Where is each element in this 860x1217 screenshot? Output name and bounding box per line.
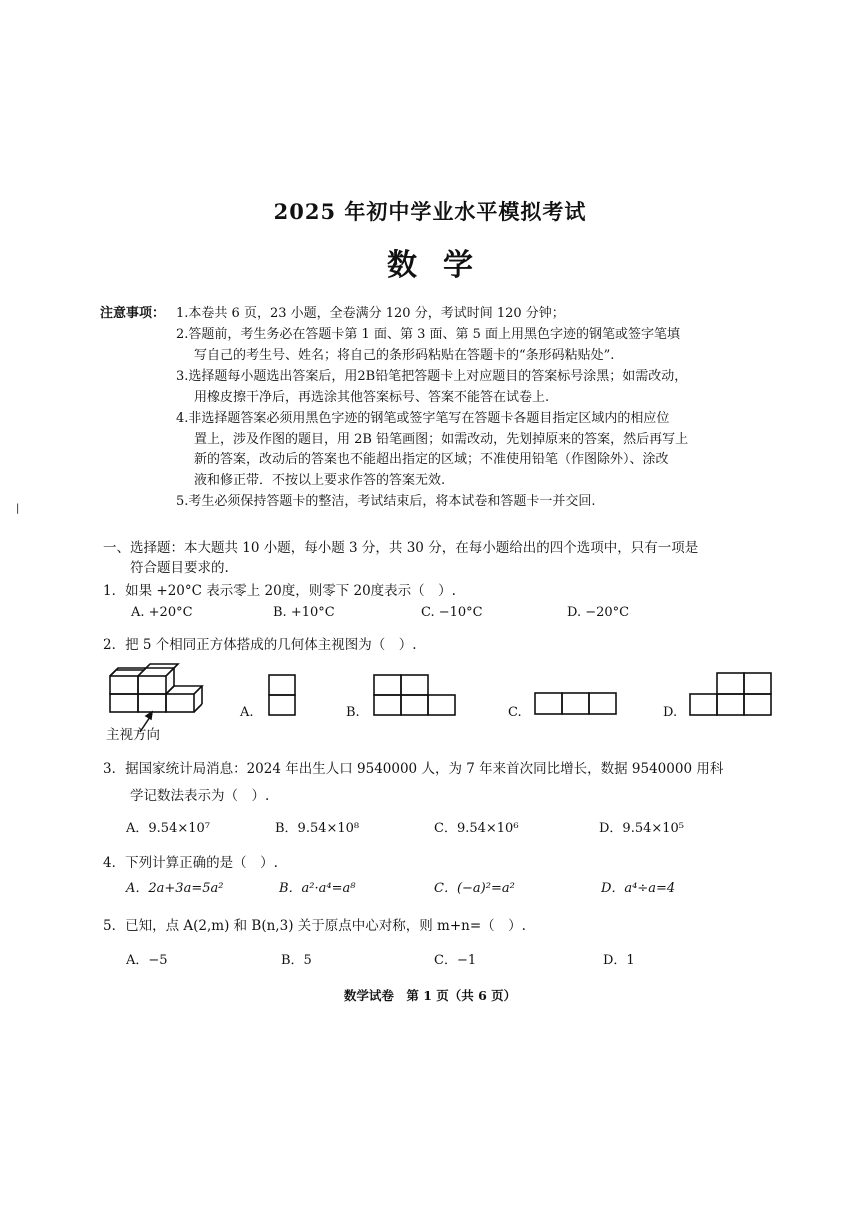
note-line: 1.本卷共 6 页，23 小题，全卷满分 120 分，考试时间 120 分钟； [176,306,565,321]
question-5-option-c: C．−1 [434,953,477,968]
question-3-stem: 3．据国家统计局消息：2024 年出生人口 9540000 人，为 7 年来首次同比增长，数据 9540000 用科 [103,761,724,777]
question-5-option-a: A．−5 [126,953,168,968]
note-line: 3.选择题每小题选出答案后，用2B铅笔把答题卡上对应题目的答案标号涂黑；如需改动， [176,369,688,384]
notes-label: 注意事项： [100,306,166,321]
question-1-option-b: B. +10°C [273,605,335,620]
question-4-stem: 4．下列计算正确的是（ ）. [103,855,278,871]
cube-solid-figure [104,656,214,720]
option-c-view [534,692,618,716]
question-1-option-c: C. −10°C [421,605,483,620]
section-heading-cont: 符合题目要求的. [130,560,229,576]
option-d-view [689,672,773,716]
question-3-stem-cont: 学记数法表示为（ ）. [130,788,270,804]
subject-title: 数学 [387,248,499,283]
option-b-view [373,674,457,716]
question-2-label-b: B. [346,705,360,720]
note-line: 液和修正带．不按以上要求作答的答案无效. [194,473,446,488]
question-5-stem: 5．已知，点 A(2,m) 和 B(n,3) 关于原点中心对称，则 m+n=（ ）. [103,918,526,934]
question-2-label-d: D. [663,705,678,720]
view-direction-caption: 主视方向 [106,727,160,743]
question-1-option-d: D. −20°C [567,605,630,620]
section-heading: 一、选择题：本大题共 10 小题，每小题 3 分，共 30 分，在每小题给出的四个选项中，只有一项是 [103,540,699,556]
question-4-option-c: C．(−a)²=a² [434,881,515,896]
question-3-option-d: D．9.54×10⁵ [599,821,685,836]
question-3-option-c: C．9.54×10⁶ [434,821,519,836]
question-5-option-d: D．1 [603,953,635,968]
question-2-label-a: A. [240,705,254,720]
note-line: 5.考生必须保持答题卡的整洁，考试结束后，将本试卷和答题卡一并交回. [176,494,596,509]
question-3-option-a: A．9.54×10⁷ [126,821,210,836]
exam-title: 2025 年初中学业水平模拟考试 [273,199,587,224]
note-line: 新的答案，改动后的答案也不能超出指定的区域；不准使用铅笔（作图除外）、涂改 [194,452,669,467]
question-3-option-b: B．9.54×10⁸ [275,821,360,836]
note-line: 写自己的考生号、姓名；将自己的条形码粘贴在答题卡的“条形码粘贴处”. [194,348,615,363]
note-line: 2.答题前，考生务必在答题卡第 1 面、第 3 面、第 5 面上用黑色字迹的钢笔或签字笔填 [176,327,681,342]
question-1-option-a: A. +20°C [131,605,193,620]
note-line: 4.非选择题答案必须用黑色字迹的钢笔或签字笔写在答题卡各题目指定区域内的相应位 [176,411,670,426]
question-5-option-b: B．5 [281,953,312,968]
note-line: 用橡皮擦干净后，再选涂其他答案标号、答案不能答在试卷上. [194,390,550,405]
question-1-stem: 1．如果 +20°C 表示零上 20度，则零下 20度表示（ ）. [103,583,456,599]
option-a-view [268,674,296,716]
question-2-label-c: C. [508,705,522,720]
margin-mark: | [16,503,20,514]
question-4-option-b: B．a²·a⁴=a⁸ [279,881,356,896]
page-footer: 数学试卷 第 1 页（共 6 页） [343,988,517,1003]
note-line: 置上，涉及作图的题目，用 2B 铅笔画图；如需改动，先划掉原来的答案，然后再写上 [194,432,689,447]
question-2-stem: 2．把 5 个相同正方体搭成的几何体主视图为（ ）. [103,637,417,653]
question-4-option-a: A．2a+3a=5a² [126,881,224,896]
question-4-option-d: D．a⁴÷a=4 [601,881,676,896]
